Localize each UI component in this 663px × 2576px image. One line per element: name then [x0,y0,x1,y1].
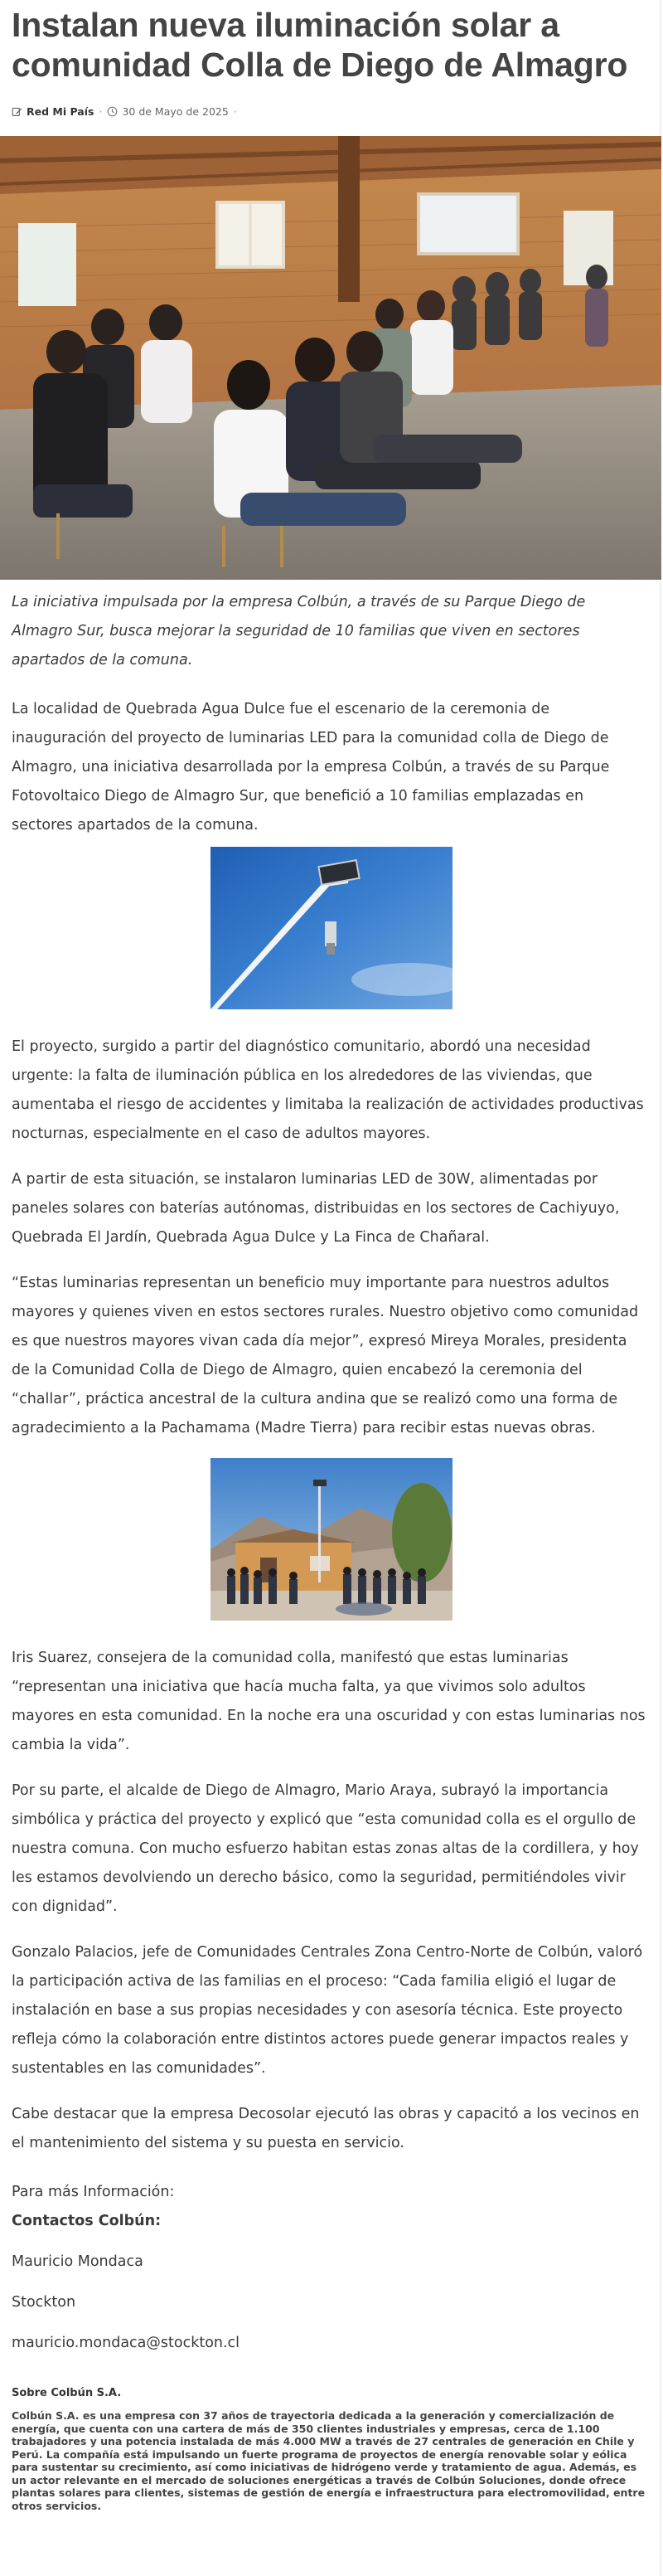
meta-separator: · [99,104,103,118]
clock-icon [107,106,118,117]
author-name: Red Mi País [27,104,94,118]
paragraph-8: Cabe destacar que la empresa Decosolar ejecutó las obras y capacitó a los vecinos en el mantenimiento del sistema y su puesta en servicio. [12,2106,640,2151]
paragraph-3: A partir de esta situación, se instalaron luminarias LED de 30W, alimentadas por paneles solares con baterías autónomas, distribuidas en los sectores de Cachiyuyo, Quebrada El Jardín, Quebrada Agua Dulce y La Finca de Chañaral. [12,1171,620,1246]
article-meta [12,103,648,119]
publish-date [107,105,228,118]
edit-icon [12,106,22,117]
contact-block [12,2178,648,2358]
paragraph-2: El proyecto, surgido a partir del diagnóstico comunitario, abordó una necesidad urgente: la falta de iluminación pública en los alrededores de las viviendas, que aumentaba el riesgo de accidentes y limitaba la realización de actividades productivas nocturnas, especialmente en el caso de adultos mayores. [12,1038,644,1142]
paragraph-4: “Estas luminarias representan un beneficio muy importante para nuestros adultos mayores y quienes viven en estos sectores rurales. Nuestro objetivo como comunidad es que nuestros mayores vivan cada día mejor”, expresó Mireya Morales, presidenta de la Comunidad Colla de Diego de Almagro, quien encabezó la ceremonia del “challar”, práctica ancestral de la cultura andina que se realizó como una forma de agradecimiento a la Pachamama (Madre Tierra) para recibir estas nuevas obras. [12,1275,639,1436]
contact-intro: Para más Información: [12,2184,175,2200]
meta-separator-trailing: · [233,104,237,118]
paragraph-7: Gonzalo Palacios, jefe de Comunidades Centrales Zona Centro-Norte de Colbún, valoró la participación activa de las familias en el proceso: “Cada familia eligió el lugar de instalación en base a sus propias necesidades y con asesoría técnica. Este proyecto refleja cómo la colaboración entre distintos actores puede generar impactos reales y sustentables en las comunidades”. [12,1944,643,2077]
solar-lamp-image [211,847,452,1009]
contact-company: Stockton [12,2294,76,2311]
date-text: 30 de Mayo de 2025 [122,104,229,118]
contact-name: Mauricio Mondaca [12,2253,143,2270]
paragraph-5: Iris Suarez, consejera de la comunidad colla, manifestó que estas luminarias “representan una iniciativa que hacía mucha falta, ya que vivimos solo adultos mayores en esta comunidad. En la noche era una oscuridad y con estas luminarias nos cambia la vida”. [12,1650,646,1753]
ceremony-image [211,1458,452,1621]
article-lead: La iniciativa impulsada por la empresa Colbún, a través de su Parque Diego de Almagro Sur, busca mejorar la seguridad de 10 familias que viven en sectores apartados de la comuna. [12,594,586,668]
about-colbun [12,2386,648,2512]
paragraph-6: Por su parte, el alcalde de Diego de Almagro, Mario Araya, subrayó la importancia simbólica y práctica del proyecto y explicó que “esta comunidad colla es el orgullo de nuestra comuna. Con mucho esfuerzo habitan estas zonas altas de la cordillera, y hoy les estamos devolviendo un derecho básico, como la seguridad, permitiéndoles vivir con dignidad”. [12,1782,639,1915]
article-title: Instalan nueva iluminación solar a comunidad Colla de Diego de Almagro [12,6,628,84]
author-link[interactable] [12,105,94,118]
contact-email[interactable]: mauricio.mondaca@stockton.cl [12,2335,240,2351]
about-heading: Sobre Colbún S.A. [12,2387,122,2399]
paragraph-1: La localidad de Quebrada Agua Dulce fue el escenario de la ceremonia de inauguración del proyecto de luminarias LED para la comunidad colla de Diego de Almagro, una iniciativa desarrollada por la empresa Colbún, a través de su Parque Fotovoltaico Diego de Almagro Sur, que benefició a 10 familias emplazadas en sectores apartados de la comuna. [12,701,610,834]
contact-heading: Contactos Colbún: [12,2213,162,2229]
about-text: Colbún S.A. es una empresa con 37 años de trayectoria dedicada a la generación y comercialización de energía, que cuenta con una cartera de más de 350 clientes industriales y empresas, cerca de 1.100 trabajadores y una potencia instalada de más 4.000 MW a través de 27 centrales de generación en Chile y Perú. La compañía está impulsando un fuerte programa de proyectos de energía renovable solar y eólica para sustentar su crecimiento, así como iniciativas de hidrógeno verde y tratamiento de agua. Además, es un actor relevante en el mercado de soluciones energéticas a través de Colbún Soluciones, donde ofrece plantas solares para clientes, sistemas de gestión de energía e infraestructura para electromovilidad, entre otros servicios. [12,2409,646,2512]
hero-image-community-meeting [0,136,661,580]
